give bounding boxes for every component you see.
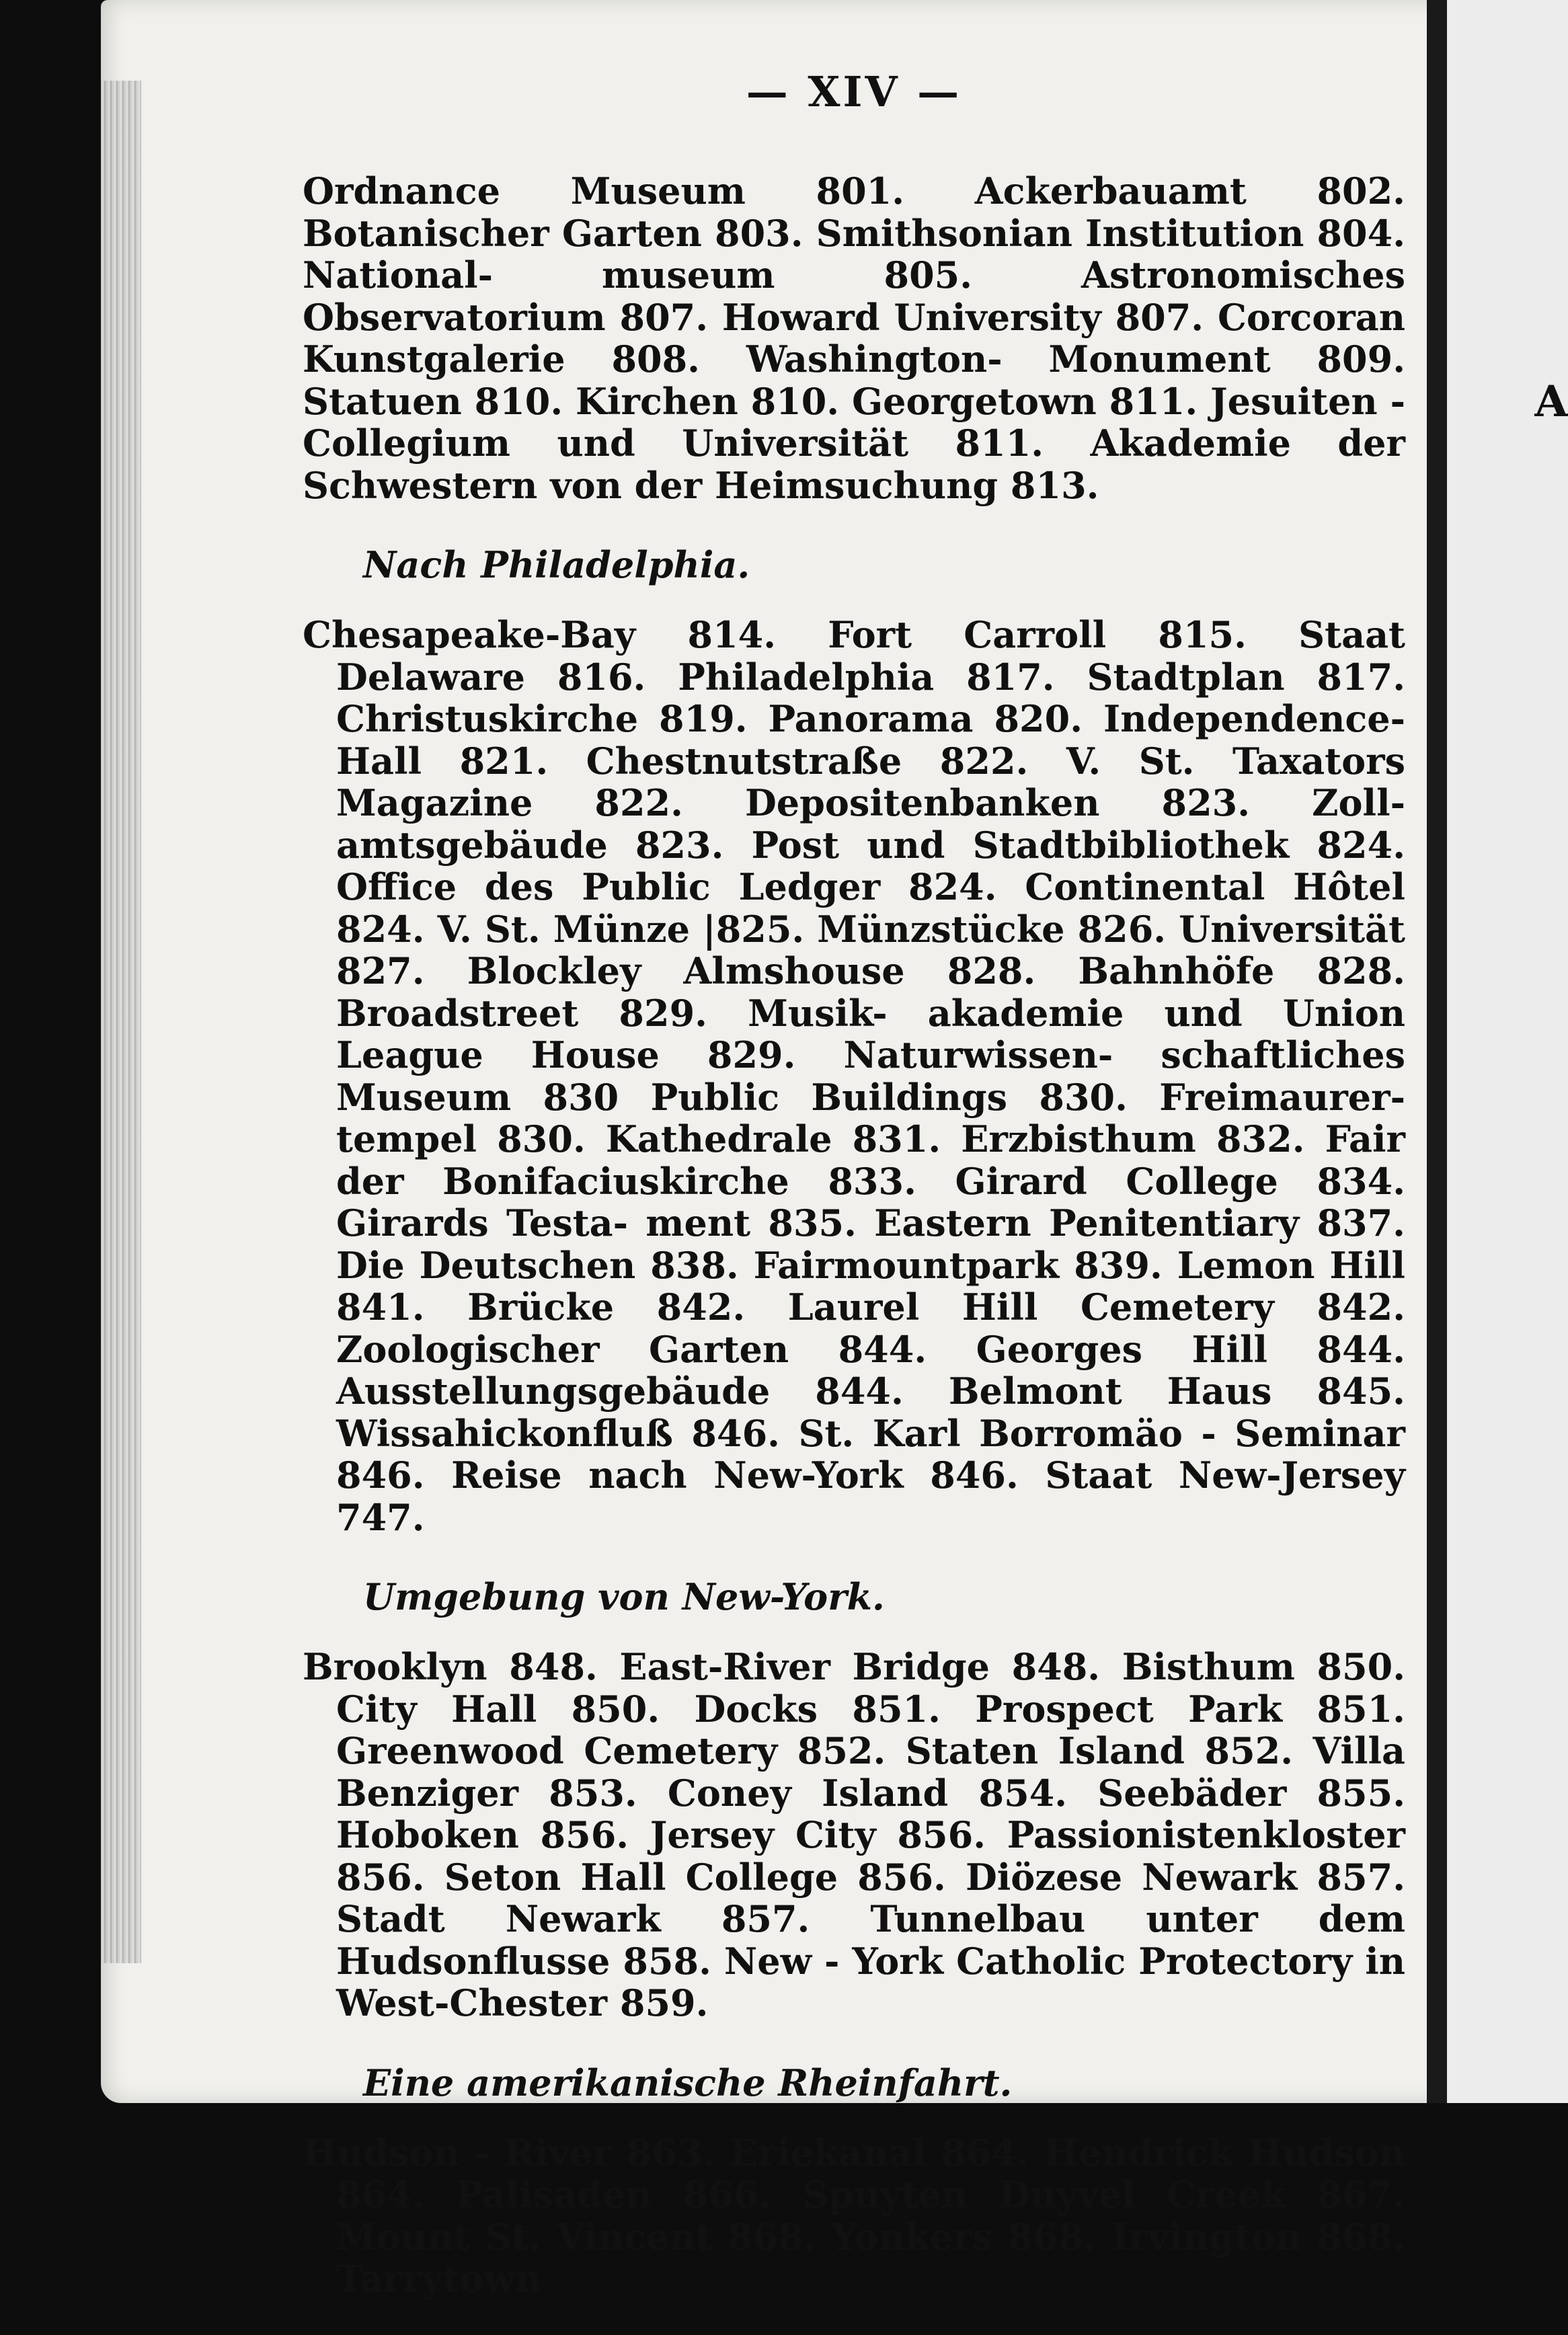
section-text: Brooklyn 848. East-River Bridge 848. Bisthum 850. City Hall 850. Docks 851. Prospect Park 851. Greenwood Cemetery 852. Staten Island 852. Villa Benziger 853. Coney Island 854. Seebäder 855. Hoboken 856. Jersey City 856. Passionistenkloster 856. Seton Hall College 856. Diözese Newark 857. Stadt Newark 857. Tunnelbau unter dem Hudsonflusse 858. New - York Catholic Protectory in West-Chester 859. — [303, 1645, 1405, 2024]
page-number: — XIV — — [746, 67, 962, 116]
section-heading: Nach Philadelphia. — [363, 543, 750, 586]
page-content — [303, 67, 1405, 2335]
section-text: Ordnance Museum 801. Ackerbauamt 802. Botanischer Garten 803. Smithsonian Institution 804. National- museum 805. Astronomisches Observatorium 807. Howard University 807. Corcoran Kunstgalerie 808. Washington- Monument 809. Statuen 810. Kirchen 810. Georgetown 811. Jesuiten - Collegium und Universität 811. Akademie der Schwestern von der Heimsuchung 813. — [303, 169, 1405, 507]
facing-page-edge — [1427, 0, 1568, 2103]
section-heading: Umgebung von New-York. — [363, 1575, 885, 1618]
section-text: Chesapeake-Bay 814. Fort Carroll 815. Staat Delaware 816. Philadelphia 817. Stadtplan 817. Christuskirche 819. Panorama 820. Independence-Hall 821. Chestnutstraße 822. V. St. Taxators Magazine 822. Depositenbanken 823. Zoll- amtsgebäude 823. Post und Stadtbibliothek 824. Office des Public Ledger 824. Continental Hôtel 824. V. St. Münze |825. Münzstücke 826. Universität 827. Blockley Almshouse 828. Bahnhöfe 828. Broadstreet 829. Musik- akademie und Union League House 829. Naturwissen- schaftliches Museum 830 Public Buildings 830. Freimaurer- tempel 830. Kathedrale 831. Erzbisthum 832. Fair der Bonifaciuskirche 833. Girard College 834. Girards Testa- ment 835. Eastern Penitentiary 837. Die Deutschen 838. Fairmountpark 839. Lemon Hill 841. Brücke 842. Laurel Hill Cemetery 842. Zoologischer Garten 844. Georges Hill 844. Ausstellungsgebäude 844. Belmont Haus 845. Wissahickonfluß 846. St. Karl Borromäo - Seminar 846. Reise nach New-York 846. Staat New-Jersey 747. — [303, 613, 1405, 1539]
section-heading: Eine amerikanische Rheinfahrt. — [363, 2061, 1013, 2104]
facing-page-glyph: A — [1534, 377, 1568, 427]
page-edge-stack — [101, 81, 141, 1963]
section-philadelphia — [303, 541, 1405, 1538]
section-washington — [303, 170, 1405, 506]
section-new-york — [303, 1573, 1405, 2024]
section-text: Hudson - River 863. Eriekanal 864. Hendrick Hudson 864. Palisaden 866. Spuyten Duyvel Creek 867. Mount St. Vincent 868. Yonkers 868. Irvington 868. Tarrytown — [303, 2131, 1405, 2300]
section-rheinfahrt — [303, 2059, 1405, 2300]
